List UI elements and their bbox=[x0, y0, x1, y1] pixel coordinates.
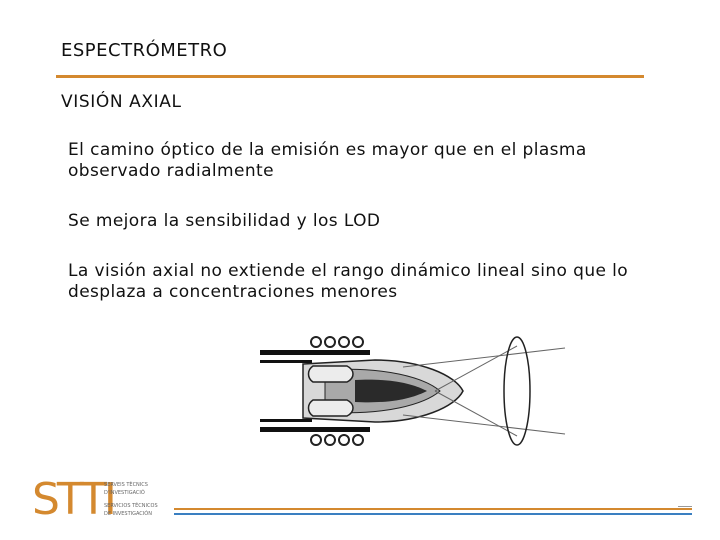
logo-line: SERVICIOS TÉCNICOS bbox=[104, 503, 158, 509]
paragraph-dynamic-range: La visión axial no extiende el rango dinámico lineal sino que lo desplaza a concentraciones menores bbox=[68, 261, 629, 302]
title-divider bbox=[56, 75, 644, 78]
logo-line: DE INVESTIGACIÓN bbox=[104, 511, 152, 517]
logo-line: SERVEIS TÈCNICS bbox=[104, 482, 148, 488]
footer-divider-blue bbox=[174, 513, 692, 515]
axial-plasma-torch-diagram-icon bbox=[255, 330, 575, 455]
paragraph-sensitivity: Se mejora la sensibilidad y los LOD bbox=[68, 211, 381, 231]
logo-mark: STTI bbox=[32, 474, 114, 522]
coil-top-icon bbox=[311, 337, 363, 347]
stti-logo-icon bbox=[32, 466, 172, 522]
footer-divider-orange bbox=[174, 508, 692, 510]
coil-bottom-icon bbox=[311, 435, 363, 445]
slide-subtitle: VISIÓN AXIAL bbox=[61, 92, 182, 112]
paragraph-optical-path: El camino óptico de la emisión es mayor que en el plasma observado radialmente bbox=[68, 140, 587, 181]
footer-tick bbox=[678, 506, 692, 507]
slide-title: ESPECTRÓMETRO bbox=[61, 40, 228, 61]
logo-line: D'INVESTIGACIÓ bbox=[104, 490, 145, 496]
